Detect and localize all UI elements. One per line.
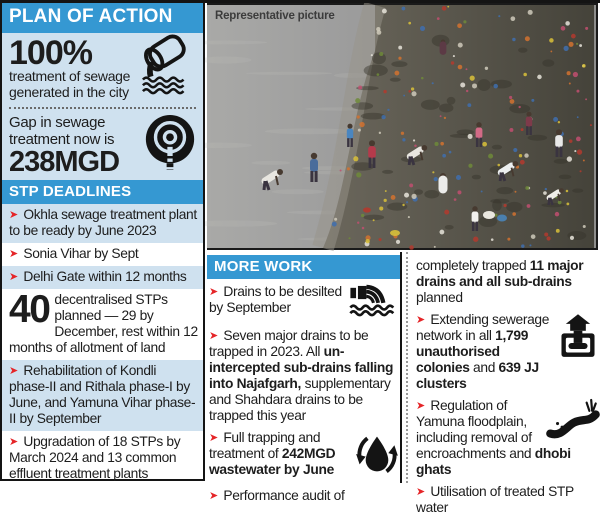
stat-gap-line2: treatment now is — [9, 131, 115, 149]
top-border — [0, 0, 600, 3]
body-text: decentralised STPs planned — 29 by December, rest within 12 months of allotment of land — [9, 292, 198, 356]
bullet-arrow-icon: ➤ — [416, 400, 425, 412]
sewerage-network-icon — [558, 313, 598, 363]
bullet-arrow-icon: ➤ — [9, 436, 18, 449]
manhole-icon — [142, 114, 198, 177]
bullet-arrow-icon: ➤ — [209, 286, 218, 298]
emphasis-text: 11 major drains and all sub-drains — [416, 258, 584, 289]
bullet-arrow-icon: ➤ — [9, 248, 18, 261]
drain-outfall-icon — [349, 285, 397, 321]
stat-treatment — [9, 34, 198, 101]
list-item — [416, 481, 598, 519]
right-column-list — [416, 255, 598, 519]
list-item — [416, 309, 598, 395]
stat-treatment-line2: generated in the city — [9, 84, 129, 101]
photo-scene — [207, 5, 594, 248]
stat-treatment-line1: treatment of sewage — [9, 68, 131, 85]
body-text: Extending sewerage network in all — [416, 312, 550, 343]
bullet-arrow-icon: ➤ — [9, 365, 18, 378]
body-text: Full trapping and treatment of — [209, 430, 321, 461]
list-item — [2, 243, 203, 266]
body-text: Utilisation of treated STP water — [416, 484, 574, 515]
body-text: Performance audit of — [223, 488, 345, 503]
body-text: supplementary and Shahdara drains to be trapped this year — [209, 376, 391, 423]
panel-title: PLAN OF ACTION — [2, 2, 203, 33]
bullet-arrow-icon: ➤ — [416, 486, 425, 498]
bullet-arrow-icon: ➤ — [209, 490, 218, 502]
body-text: Seven major drains to be trapped in 2023. All — [209, 328, 369, 359]
emphasis-text: 1,799 unauthorised colonies — [416, 328, 529, 375]
plan-of-action-panel — [0, 0, 205, 481]
body-text: and — [469, 360, 499, 375]
bullet-arrow-icon: ➤ — [9, 209, 18, 222]
more-work-panel — [207, 252, 402, 503]
water-recycle-icon — [357, 431, 397, 481]
big-number: 40 — [9, 288, 50, 332]
body-text: Regulation of Yamuna floodplain, including removal of encroachments and — [416, 398, 535, 461]
bullet-arrow-icon: ➤ — [416, 314, 425, 326]
list-item — [2, 289, 203, 360]
dotted-divider — [9, 107, 196, 109]
list-item — [416, 395, 598, 481]
body-text: Upgradation of 18 STPs by March 2024 and 13 common effluent treatment plants — [9, 434, 181, 482]
emphasis-text: un-intercepted sub-drains falling into Najafgarh, — [209, 344, 394, 391]
stp-deadlines-title: STP DEADLINES — [2, 180, 203, 204]
stat-gap-value: 238MGD — [9, 146, 120, 179]
river-icon — [548, 399, 598, 443]
stat-gap-line1: Gap in sewage — [9, 114, 106, 132]
bullet-arrow-icon: ➤ — [9, 271, 18, 284]
body-text: Drains to be desilted by September — [209, 284, 342, 315]
body-text: planned — [416, 290, 463, 305]
river-cleanup-photo — [207, 3, 598, 250]
stat-gap — [9, 114, 198, 177]
list-item — [2, 360, 203, 431]
photo-caption: Representative picture — [215, 10, 335, 22]
stat-treatment-value: 100% — [9, 34, 92, 72]
list-item — [207, 325, 400, 427]
bullet-arrow-icon: ➤ — [209, 330, 218, 342]
body-text: Rehabilitation of Kondli phase-II and Rithala phase-I by June, and Yamuna Vihar phase-II by September — [9, 363, 196, 427]
stats-block — [2, 33, 203, 180]
more-work-list — [207, 281, 400, 507]
body-text: Sonia Vihar by Sept — [23, 246, 139, 262]
list-item — [416, 255, 598, 309]
list-item — [2, 204, 203, 243]
body-text: Delhi Gate within 12 months — [23, 269, 187, 285]
pipe-discharge-icon — [140, 39, 198, 100]
body-text: completely trapped — [416, 258, 530, 273]
bullet-arrow-icon: ➤ — [209, 432, 218, 444]
list-item — [2, 266, 203, 289]
body-text: Okhla sewage treatment plant to be ready by June 2023 — [9, 207, 197, 239]
list-item — [207, 281, 400, 325]
right-column-panel — [406, 252, 600, 515]
list-item — [207, 485, 400, 507]
list-item — [2, 431, 203, 486]
emphasis-text: 242MGD wastewater by June — [209, 446, 336, 477]
emphasis-text: 639 JJ clusters — [416, 360, 539, 391]
list-item — [207, 427, 400, 485]
stp-deadlines-list — [2, 204, 203, 486]
more-work-title: MORE WORK — [207, 255, 400, 279]
emphasis-text: dhobi ghats — [416, 446, 571, 477]
